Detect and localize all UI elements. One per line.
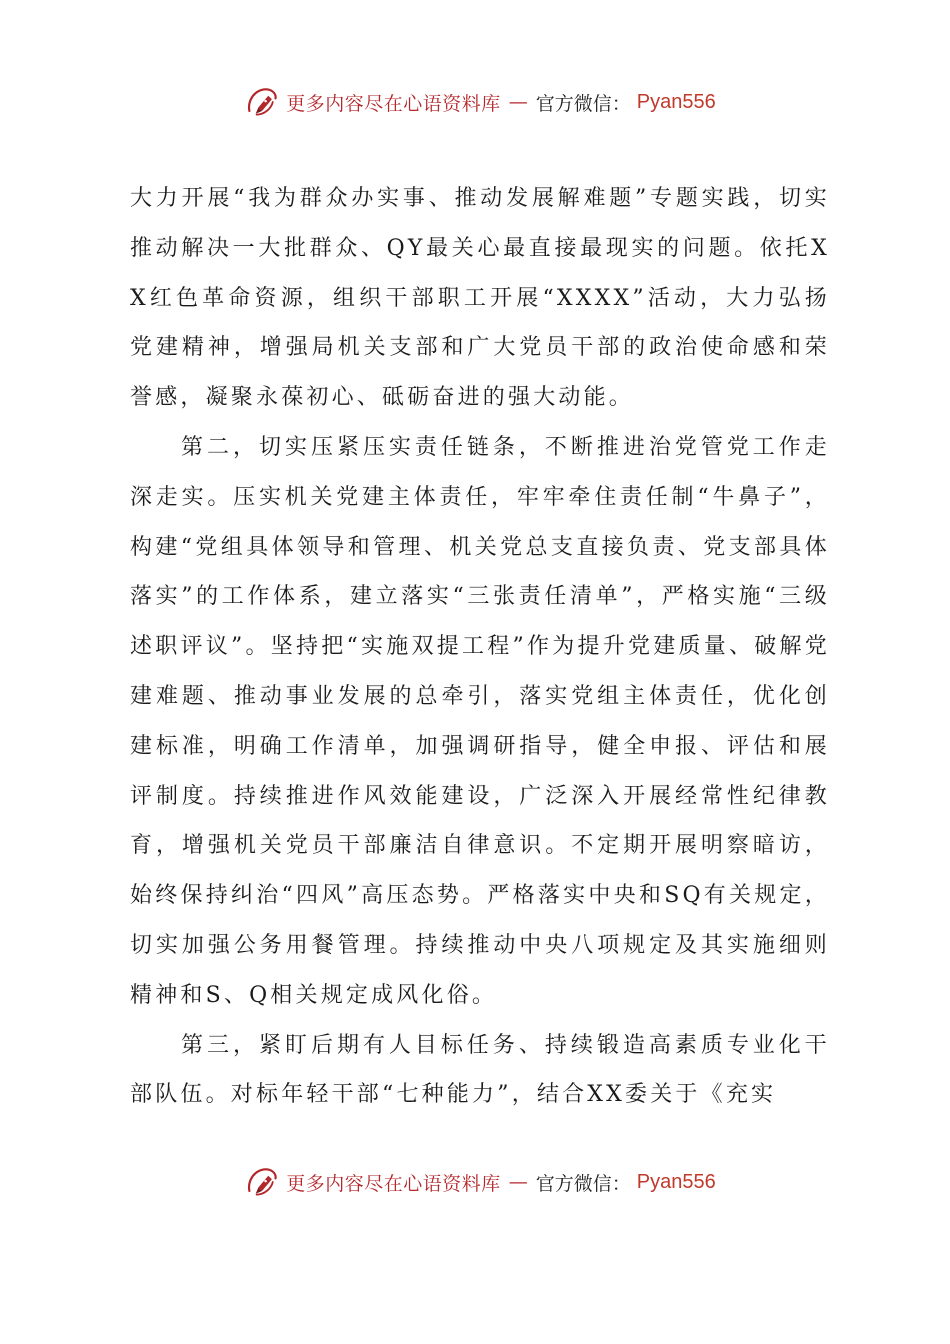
pen-nib-logo-icon <box>244 84 280 120</box>
footer-banner-title: 更多内容尽在心语资料库 <box>286 1172 501 1195</box>
header-banner <box>0 80 950 124</box>
footer-banner <box>0 1160 950 1204</box>
header-banner-inner <box>244 84 716 120</box>
paragraph-2: 第二，切实压紧压实责任链条，不断推进治党管党工作走深走实。压实机关党建主体责任，牢牢牵住责任制“牛鼻子”，构建“党组具体领导和管理、机关党总支直接负责、党支部具体落实”的工作体系，建立落实“三张责任清单”，严格实施“三级述职评议”。坚持把“实施双提工程”作为提升党建质量、破解党建难题、推动事业发展的总牵引，落实党组主体责任，优化创建标准，明确工作清单，加强调研指导，健全申报、评估和展评制度。持续推进作风效能建设，广泛深入开展经常性纪律教育，增强机关党员干部廉洁自律意识。不定期开展明察暗访，始终保持纠治“四风”高压态势。严格落实中央和SQ有关规定，切实加强公务用餐管理。持续推动中央八项规定及其实施细则精神和S、Q相关规定成风化俗。 <box>130 434 830 1008</box>
footer-banner-separator: — <box>508 1171 528 1193</box>
paragraph-1: 大力开展“我为群众办实事、推动发展解难题”专题实践，切实推动解决一大批群众、QY最关心最直接最现实的问题。依托XX红色革命资源，组织干部职工开展“XXXX”活动，大力弘扬党建精神，增强局机关支部和广大党员干部的政治使命感和荣誉感，凝聚永葆初心、砥砺奋进的强大动能。 <box>130 186 830 411</box>
header-banner-wechat-id: Pyan556 <box>636 90 716 113</box>
footer-banner-label: 官方微信： <box>535 1172 631 1195</box>
pen-nib-logo-icon <box>244 1164 280 1200</box>
paragraph-3: 第三，紧盯后期有人目标任务、持续锻造高素质专业化干部队伍。对标年轻干部“七种能力”，结合XX委关于《充实 <box>130 1032 830 1108</box>
footer-banner-wechat-id: Pyan556 <box>636 1170 716 1193</box>
footer-banner-inner <box>244 1164 716 1200</box>
header-banner-title: 更多内容尽在心语资料库 <box>286 92 501 115</box>
header-banner-separator: — <box>508 91 528 113</box>
document-body <box>130 174 830 1120</box>
header-banner-label: 官方微信： <box>535 92 631 115</box>
